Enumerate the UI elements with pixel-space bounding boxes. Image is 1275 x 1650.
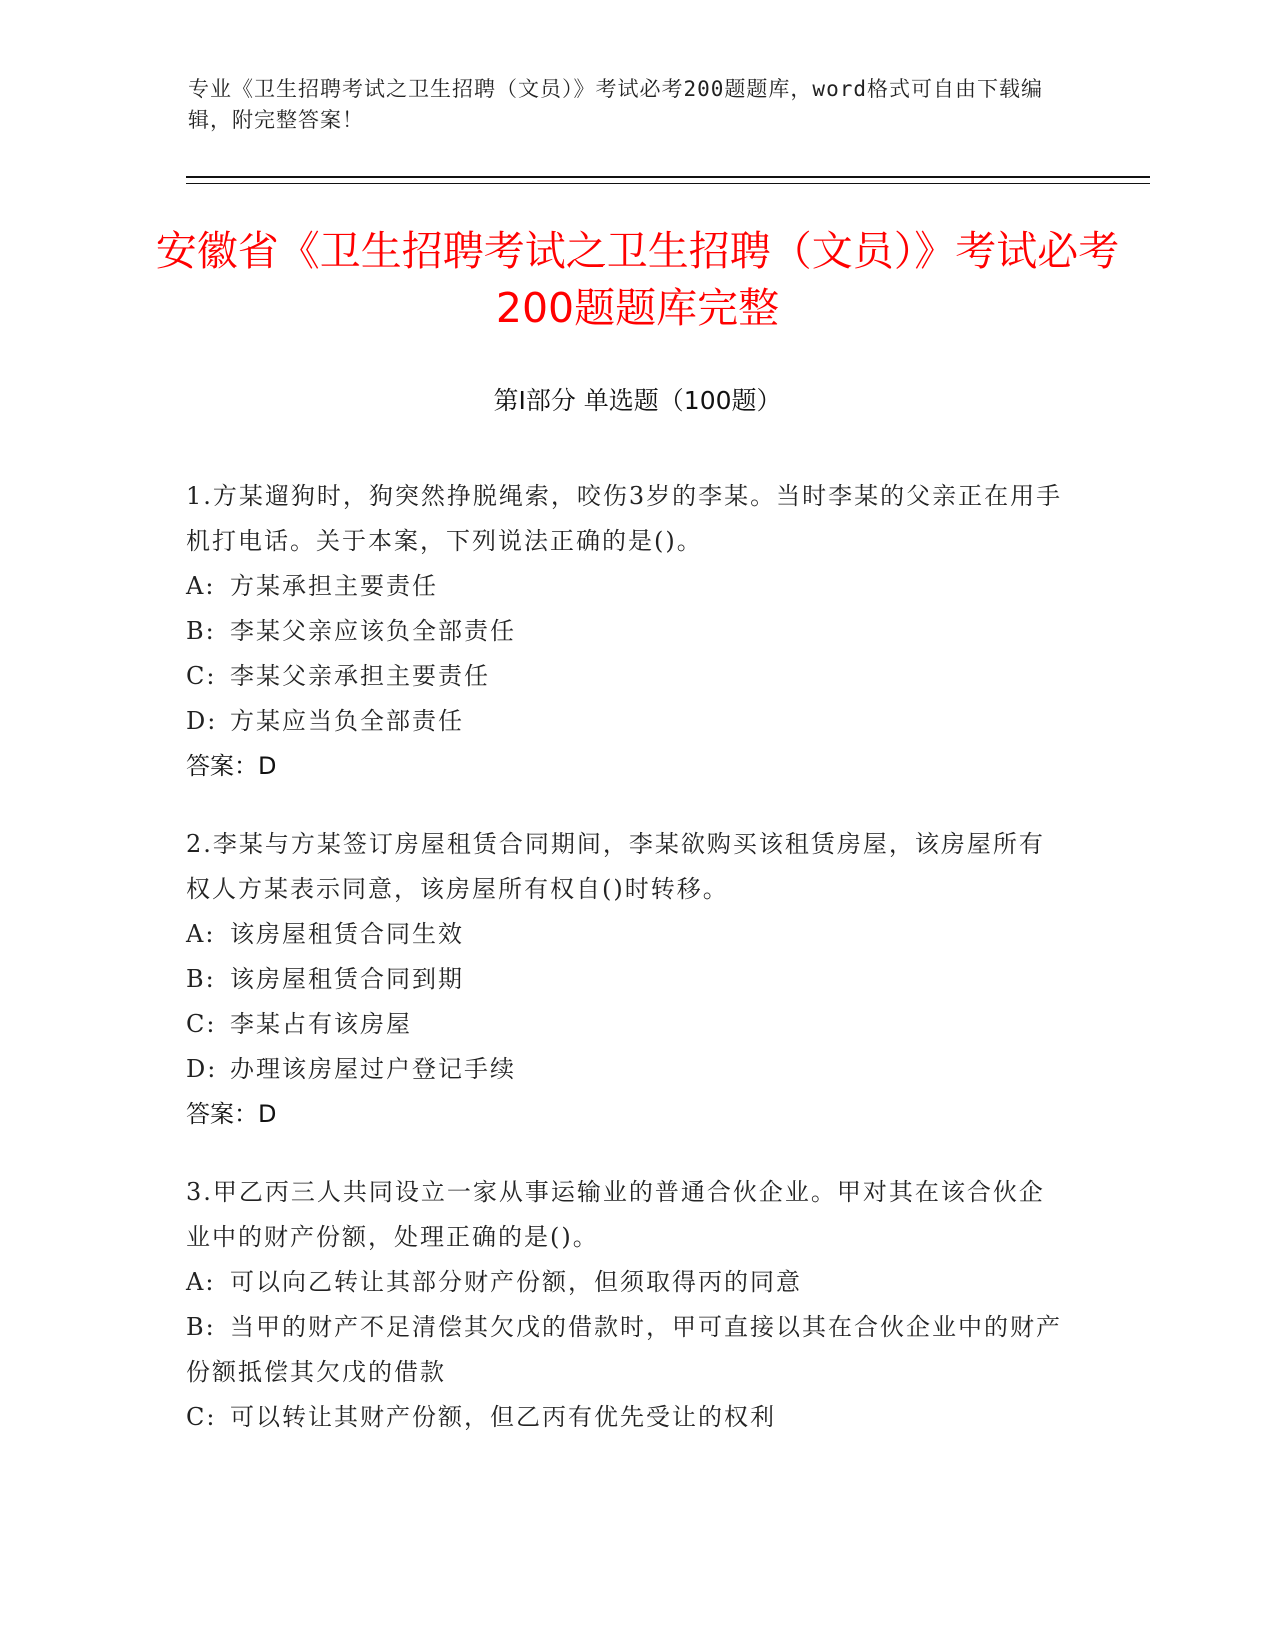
question-stem: 1.方某遛狗时，狗突然挣脱绳索，咬伤3岁的李某。当时李某的父亲正在用手机打电话。关于本案，下列说法正确的是()。 [186, 482, 1063, 555]
option-d [186, 1047, 1066, 1092]
option-key: B: [186, 617, 216, 645]
question-item [186, 1170, 1066, 1440]
option-c [186, 654, 1066, 699]
option-c [186, 1395, 1066, 1440]
option-d [186, 699, 1066, 744]
option-a [186, 1260, 1066, 1305]
option-text: 当甲的财产不足清偿其欠戊的借款时，甲可直接以其在合伙企业中的财产份额抵偿其欠戊的借款 [186, 1313, 1062, 1386]
option-key: C: [186, 1010, 217, 1038]
answer-value: D [258, 752, 277, 780]
option-key: B: [186, 1313, 216, 1341]
question-list [186, 474, 1066, 1473]
answer-line [186, 1092, 1066, 1137]
question-item [186, 474, 1066, 789]
option-b [186, 609, 1066, 654]
option-key: A: [186, 1268, 216, 1296]
option-text: 该房屋租赁合同到期 [230, 965, 464, 993]
option-key: A: [186, 920, 216, 948]
header-divider-thick [186, 176, 1150, 178]
option-key: D: [186, 1055, 218, 1083]
question-item [186, 822, 1066, 1137]
option-text: 李某占有该房屋 [230, 1010, 412, 1038]
question-stem: 2.李某与方某签订房屋租赁合同期间，李某欲购买该租赁房屋，该房屋所有权人方某表示同意，该房屋所有权自()时转移。 [186, 830, 1045, 903]
option-text: 方某应当负全部责任 [230, 707, 464, 735]
option-text: 李某父亲承担主要责任 [230, 662, 490, 690]
option-b [186, 957, 1066, 1002]
option-c [186, 1002, 1066, 1047]
option-text: 该房屋租赁合同生效 [230, 920, 464, 948]
option-text: 方某承担主要责任 [230, 572, 438, 600]
option-key: A: [186, 572, 216, 600]
option-key: C: [186, 662, 217, 690]
option-key: C: [186, 1403, 217, 1431]
option-text: 可以转让其财产份额，但乙丙有优先受让的权利 [230, 1403, 776, 1431]
answer-label: 答案： [186, 752, 258, 780]
option-b [186, 1305, 1066, 1395]
option-key: D: [186, 707, 218, 735]
section-heading: 第Ⅰ部分 单选题（100题） [493, 386, 782, 415]
header-note: 专业《卫生招聘考试之卫生招聘（文员）》考试必考200题题库，word格式可自由下载编辑，附完整答案！ [188, 77, 1043, 132]
question-stem: 3.甲乙丙三人共同设立一家从事运输业的普通合伙企业。甲对其在该合伙企业中的财产份额，处理正确的是()。 [186, 1178, 1045, 1251]
option-text: 办理该房屋过户登记手续 [230, 1055, 516, 1083]
option-a [186, 912, 1066, 957]
option-text: 李某父亲应该负全部责任 [230, 617, 516, 645]
answer-label: 答案： [186, 1100, 258, 1128]
option-text: 可以向乙转让其部分财产份额，但须取得丙的同意 [230, 1268, 802, 1296]
option-key: B: [186, 965, 216, 993]
answer-value: D [258, 1100, 277, 1128]
header-divider-thin [186, 183, 1150, 184]
answer-line [186, 744, 1066, 789]
option-a [186, 564, 1066, 609]
document-title: 安徽省《卫生招聘考试之卫生招聘（文员）》考试必考200题题库完整 [155, 227, 1120, 332]
